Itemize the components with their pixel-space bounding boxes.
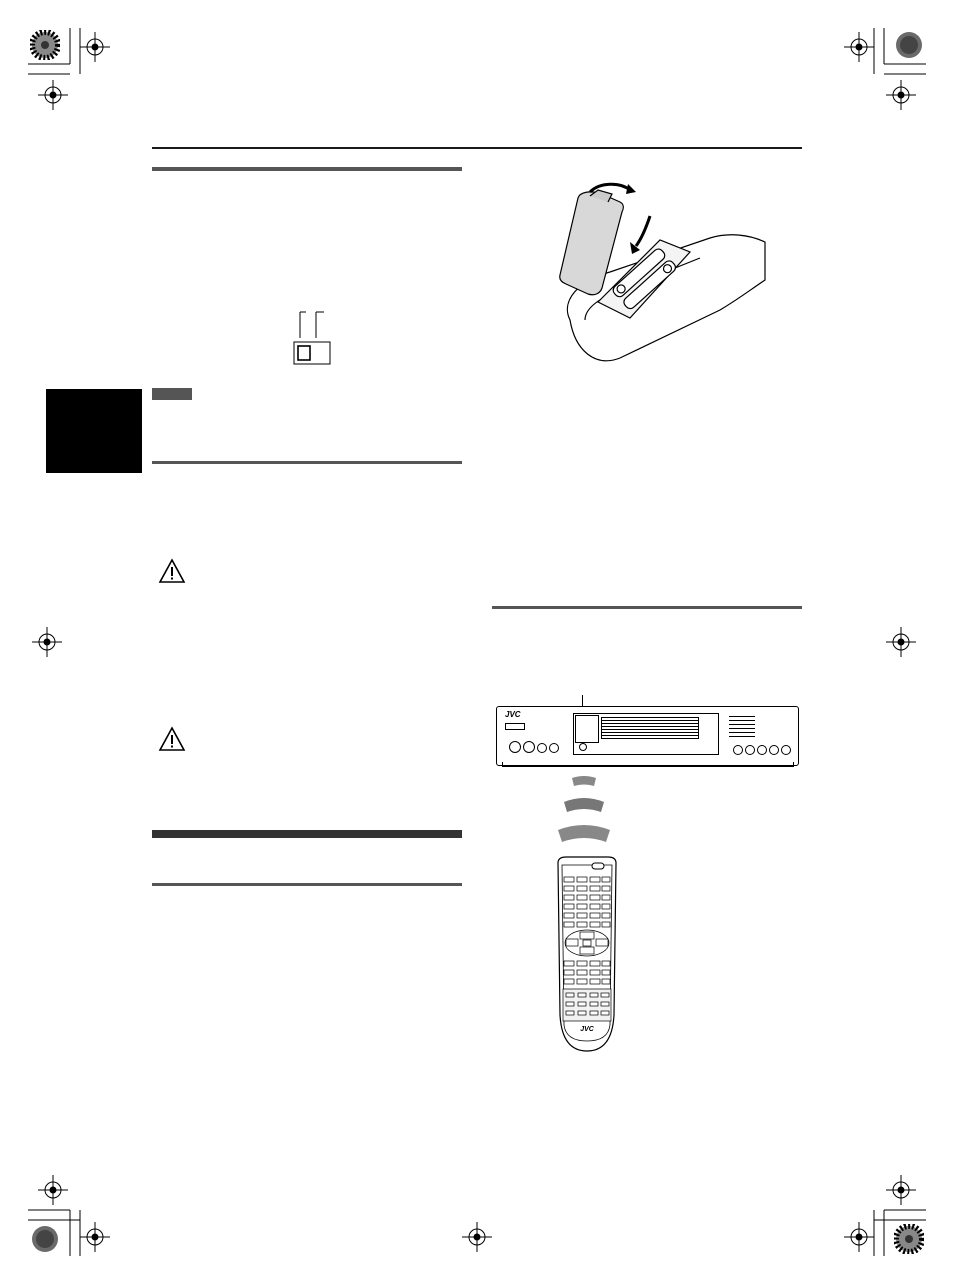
caution-triangle-icon [158,558,186,584]
color-target-icon [894,1224,924,1254]
section-heading-rule [152,167,462,171]
crosshair-circle-icon [886,80,916,110]
power-indicator [505,723,525,730]
dvd-player-front-panel [496,706,799,766]
remote-control-illustration [552,855,622,1055]
front-button [769,745,779,755]
crosshair-circle-icon [38,1175,68,1205]
front-button [523,741,535,753]
color-target-icon [30,30,60,60]
caution-text [192,562,462,578]
front-button [745,745,755,755]
note-tag [152,388,192,400]
crosshair-circle-icon [80,32,110,62]
display-window [601,717,699,739]
switch-label [334,340,414,354]
color-target-icon [30,1224,60,1254]
figure-caption [494,380,802,394]
crosshair-circle-icon [844,1222,874,1252]
language-tab [46,389,142,473]
section-heading [152,468,462,484]
caution-triangle-icon [158,726,186,752]
section-subheading [152,890,462,906]
battery-insertion-illustration [550,180,770,370]
front-button [781,745,791,755]
color-target-icon [894,30,924,60]
section-heading [492,613,802,629]
crosshair-circle-icon [462,1222,492,1252]
crosshair-circle-icon [80,1222,110,1252]
crosshair-circle-icon [886,627,916,657]
front-button [757,745,767,755]
ir-signal-waves [554,772,614,852]
chapter-heading [152,842,462,858]
section-heading-rule [152,461,462,464]
unit-brand-logo: JVC [505,710,521,719]
section-heading-rule [152,883,462,886]
section-heading-rule [492,606,802,609]
indicator-bars [729,713,755,739]
front-button [509,741,521,753]
front-button [733,745,743,755]
sensor-dot [579,743,587,751]
front-button [549,743,559,753]
crosshair-circle-icon [886,1175,916,1205]
caution-text [192,730,462,746]
unit-base [502,762,794,767]
chapter-heading-bar [152,830,462,838]
header-rule [152,147,802,149]
mode-switch-illustration [292,310,332,368]
remote-sensor [575,715,599,743]
crosshair-circle-icon [38,80,68,110]
remote-brand-logo: JVC [580,1026,594,1033]
section-heading [152,176,462,192]
front-button [537,743,547,753]
crosshair-circle-icon [844,32,874,62]
crosshair-circle-icon [32,627,62,657]
